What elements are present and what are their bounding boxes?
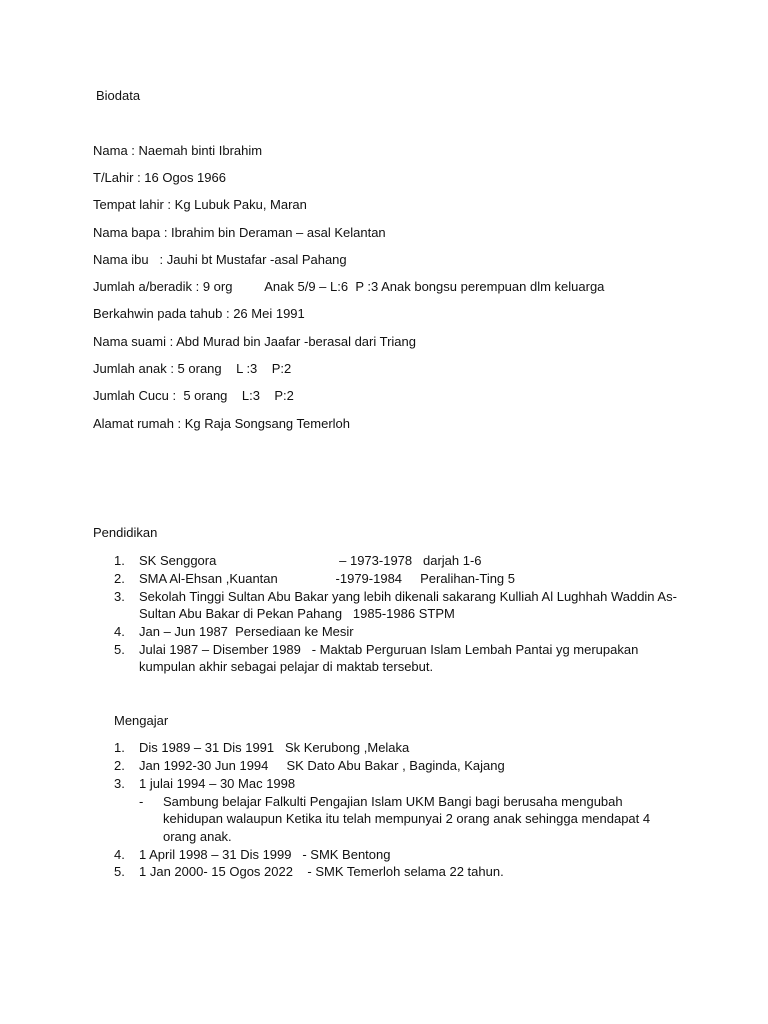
list-number: 4. xyxy=(114,624,125,639)
list-number: 4. xyxy=(114,847,125,862)
bio-line: Jumlah anak : 5 orang L :3 P:2 xyxy=(93,361,292,376)
list-item: Jan – Jun 1987 Persediaan ke Mesir xyxy=(139,624,354,639)
section-heading-mengajar: Mengajar xyxy=(114,713,169,728)
bio-line: Nama suami : Abd Murad bin Jaafar -berasal dari Triang xyxy=(93,334,416,349)
bio-line: Jumlah Cucu : 5 orang L:3 P:2 xyxy=(93,388,294,403)
sub-list-item-continuation: orang anak. xyxy=(163,829,232,844)
bio-line: T/Lahir : 16 Ogos 1966 xyxy=(93,170,226,185)
bio-line: Jumlah a/beradik : 9 org Anak 5/9 – L:6 P :3 Anak bongsu perempuan dlm keluarga xyxy=(93,279,605,294)
bio-line: Nama : Naemah binti Ibrahim xyxy=(93,143,263,158)
list-number: 5. xyxy=(114,642,125,657)
document-title: Biodata xyxy=(96,88,141,103)
bio-line: Alamat rumah : Kg Raja Songsang Temerloh xyxy=(93,416,351,431)
list-number: 3. xyxy=(114,776,125,791)
sub-bullet-dash: - xyxy=(139,794,144,809)
bio-line: Berkahwin pada tahub : 26 Mei 1991 xyxy=(93,306,305,321)
list-item: Jan 1992-30 Jun 1994 SK Dato Abu Bakar , Baginda, Kajang xyxy=(139,758,505,773)
list-item: 1 April 1998 – 31 Dis 1999 - SMK Bentong xyxy=(139,847,391,862)
list-item-continuation: Sultan Abu Bakar di Pekan Pahang 1985-1986 STPM xyxy=(139,606,455,621)
list-number: 5. xyxy=(114,864,125,879)
sub-list-item: Sambung belajar Falkulti Pengajian Islam UKM Bangi bagi berusaha mengubah xyxy=(163,794,623,809)
list-item: SK Senggora – 1973-1978 darjah 1-6 xyxy=(139,553,482,568)
sub-list-item-continuation: kehidupan walaupun Ketika itu telah mempunyai 2 orang anak sehingga mendapat 4 xyxy=(163,811,651,826)
list-item: SMA Al-Ehsan ,Kuantan -1979-1984 Peralihan-Ting 5 xyxy=(139,571,516,586)
list-number: 2. xyxy=(114,758,125,773)
list-number: 1. xyxy=(114,553,125,568)
list-item: 1 julai 1994 – 30 Mac 1998 xyxy=(139,776,296,791)
list-item: Sekolah Tinggi Sultan Abu Bakar yang lebih dikenali sakarang Kulliah Al Lughhah Waddin As- xyxy=(139,589,677,604)
bio-line: Nama bapa : Ibrahim bin Deraman – asal Kelantan xyxy=(93,225,386,240)
list-item: Julai 1987 – Disember 1989 - Maktab Perguruan Islam Lembah Pantai yg merupakan xyxy=(139,642,639,657)
section-heading-pendidikan: Pendidikan xyxy=(93,525,158,540)
list-item: Dis 1989 – 31 Dis 1991 Sk Kerubong ,Melaka xyxy=(139,740,410,755)
list-number: 2. xyxy=(114,571,125,586)
list-item: 1 Jan 2000- 15 Ogos 2022 - SMK Temerloh selama 22 tahun. xyxy=(139,864,504,879)
bio-line: Tempat lahir : Kg Lubuk Paku, Maran xyxy=(93,197,307,212)
list-item-continuation: kumpulan akhir sebagai pelajar di maktab tersebut. xyxy=(139,659,434,674)
list-number: 1. xyxy=(114,740,125,755)
bio-line: Nama ibu : Jauhi bt Mustafar -asal Pahang xyxy=(93,252,347,267)
list-number: 3. xyxy=(114,589,125,604)
